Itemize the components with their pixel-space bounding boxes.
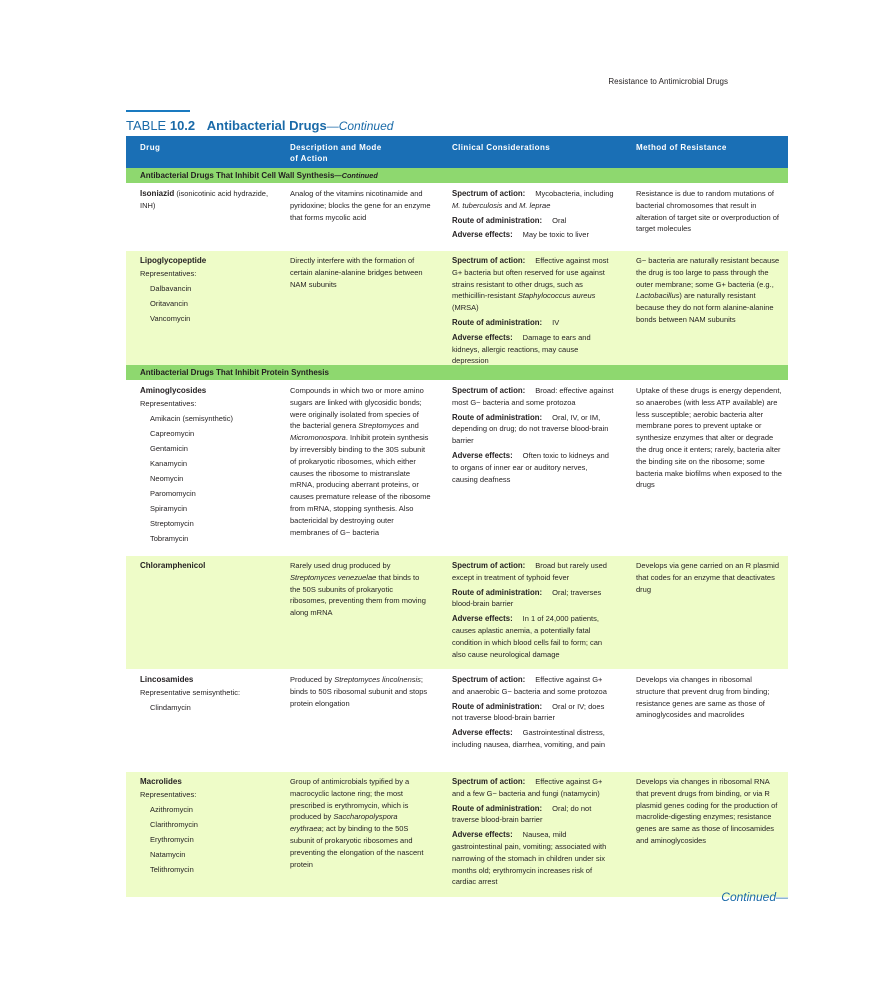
clinical: Spectrum of action: Effective against G+ and anaerobic G− bacteria and some protozoa Route of administration: Oral or IV; does not traverse blood-brain barrier Adverse effects: Gastrointestinal distress, including nausea, diarrhea, vomiting, and pain [452, 675, 607, 749]
table-header [126, 136, 788, 168]
resistance: Uptake of these drugs is energy dependent, so anaerobes (with less ATP available) are less susceptible; aerobic bacteria alter membrane pores to prevent uptake or synthesize enzymes that alter or degrade the drug once it enters; rarely, bacteria alter the binding site on the ribosome; some bacteria make biofilms when exposed to the drugs [636, 386, 782, 490]
clinical: Spectrum of action: Effective against G+ and a few G− bacteria and fungi (natamycin) Route of administration: Oral; do not traverse blood-brain barrier Adverse effects: Nausea, mild gastrointestinal pain, vomiting; associated with narrowing of the stomach in children under six months old; erythromycin increases risk of cardiac arrest [452, 777, 607, 887]
table-name: Antibacterial Drugs [206, 118, 327, 133]
description: Produced by Streptomyces lincolnensis; binds to 50S ribosomal subunit and stops protein elongation [290, 675, 428, 708]
clinical: Spectrum of action: Broad but rarely used except in treatment of typhoid fever Route of administration: Oral; traverses blood-brain barrier Adverse effects: In 1 of 24,000 patients, causes aplastic anemia, a potentially fatal condition in which blood cells fail to form; can also cause neurological damage [452, 561, 607, 659]
clinical: Spectrum of action: Broad: effective against most G− bacteria and some protozoa Route of administration: Oral, IV, or IM, depending on drug; do not traverse blood-brain barrier Adverse effects: Often toxic to kidneys and to organs of inner ear or auditory nerves, causing deafness [452, 386, 614, 484]
table-number: 10.2 [169, 118, 196, 133]
description: Group of antimicrobials typified by a macrocyclic lactone ring; the most prescribed is erythromycin, which is produced by Saccharopolyspora erythraea; act by binding to the 50S subunit of prokaryotic ribosomes and preventing the elongation of the nascent protein [290, 777, 424, 869]
resistance: Develops via gene carried on an R plasmid that codes for an enzyme that deactivates drug [636, 561, 779, 594]
description: Rarely used drug produced by Streptomyces venezuelae that binds to the 50S subunits of prokaryotic ribosomes, preventing them from moving along mRNA [290, 561, 426, 618]
running-head: Resistance to Antimicrobial Drugs [608, 77, 728, 86]
header-drug: Drug [140, 143, 161, 152]
table-row: Macrolides Representatives: Azithromycin Clarithromycin Erythromycin Natamycin Telithromycin Group of antimicrobials typified by a macrocyclic lactone ring; the most prescribed is erythromycin, which is produced by Saccharopolyspora erythraea; act by binding to the 50S subunit of prokaryotic ribosomes and preventing the elongation of the nascent protein Spectrum of action: Effective against G+ and a few G− bacteria and fungi (natamycin) Route of administration: Oral; do not traverse blood-brain barrier Adverse effects: Nausea, mild gastrointestinal pain, vomiting; associated with narrowing of the stomach in children under six months old; erythromycin increases risk of cardiac arrest Develops via changes in ribosomal RNA that prevent drugs from binding, or via R plasmid genes coding for the production of macrolide-digesting enzymes; resistance genes are same as those of lincosamides and aminoglycosides [126, 771, 788, 897]
section-protein: Antibacterial Drugs That Inhibit Protein Synthesis [126, 365, 788, 380]
description: Compounds in which two or more amino sugars are linked with glycosidic bonds; were originally isolated from species of the bacterial genera Streptomyces and Micromonospora. Inhibit protein synthesis by irreversibly binding to the 30S subunit of prokaryotic ribosomes, which either causes the ribosome to mistranslate mRNA, producing aberrant proteins, or causes premature release of the ribosome from mRNA, stopping synthesis. Also bactericidal by destroying outer membranes of G− bacteria [290, 386, 431, 537]
table-continued: —Continued [326, 119, 394, 133]
section-cell-wall: Antibacterial Drugs That Inhibit Cell Wall Synthesis—Continued [126, 168, 788, 183]
header-clinical: Clinical Considerations [452, 143, 551, 152]
resistance: Develops via changes in ribosomal RNA that prevent drugs from binding, or via R plasmid genes coding for the production of macrolide-digesting enzymes; resistance genes are same as those of lincosamides and aminoglycosides [636, 777, 778, 845]
table-row [126, 555, 788, 669]
drug-name: Lipoglycopeptide [140, 256, 207, 265]
drug-name: Macrolides [140, 777, 182, 786]
clinical: Spectrum of action: Mycobacteria, including M. tuberculosis and M. leprae Route of administration: Oral Adverse effects: May be toxic to liver [452, 189, 614, 240]
drug-name: Chloramphenicol [140, 561, 206, 570]
drug-name: Aminoglycosides [140, 386, 207, 395]
description: Analog of the vitamins nicotinamide and pyridoxine; blocks the gene for an enzyme that forms mycolic acid [290, 189, 431, 222]
drug-name: Isoniazid [140, 189, 175, 198]
header-resistance: Method of Resistance [636, 143, 727, 152]
table-row: Aminoglycosides Representatives: Amikacin (semisynthetic) Capreomycin Gentamicin Kanamycin Neomycin Paromomycin Spiramycin Streptomycin Tobramycin Compounds in which two or more amino sugars are linked with glycosidic bonds; were originally isolated from species of the bacterial genera Streptomyces and Micromonospora. Inhibit protein synthesis by irreversibly binding to the 30S subunit of prokaryotic ribosomes, which either causes the ribosome to mistranslate mRNA, producing aberrant proteins, or causes premature release of the ribosome from mRNA, stopping synthesis. Also bactericidal by destroying outer membranes of G− bacteria Spectrum of action: Broad: effective against most G− bacteria and some protozoa Route of administration: Oral, IV, or IM, depending on drug; do not traverse blood-brain barrier Adverse effects: Often toxic to kidneys and to organs of inner ear or auditory nerves, causing deafness Uptake of these drugs is energy dependent, so anaerobes (with less ATP available) are less susceptible; aerobic bacteria alter membrane pores to prevent uptake or synthesize enzymes that alter or degrade the drug once it enters; rarely, bacteria alter the binding site on the ribosome; some bacteria make biofilms when exposed to the drugs [126, 380, 788, 555]
table-title [126, 110, 788, 133]
continued-footer: Continued— [721, 890, 788, 904]
table-row: Isoniazid (isonicotinic acid hydrazide, INH) Analog of the vitamins nicotinamide and pyridoxine; blocks the gene for an enzyme that forms mycolic acid Spectrum of action: Mycobacteria, including M. tuberculosis and M. leprae Route of administration: Oral Adverse effects: May be toxic to liver Resistance is due to random mutations of bacterial chromosomes that result in alteration of target site or overproduction of target molecules [126, 183, 788, 250]
table-row: Lipoglycopeptide Representatives: Dalbavancin Oritavancin Vancomycin Directly interfere with the formation of certain alanine-alanine bridges between NAM subunits Spectrum of action: Effective against most G+ bacteria but often reserved for use against strains resistant to other drugs, such as methicillin-resistant Staphylococcus aureus (MRSA) Route of administration: IV Adverse effects: Damage to ears and kidneys, allergic reactions, may cause depression G− bacteria are naturally resistant because the drug is too large to pass through the outer membrane; some G+ bacteria (e.g., Lactobacillus) are naturally resistant because they do not form alanine-alanine bonds between NAM subunits [126, 250, 788, 365]
description: Directly interfere with the formation of certain alanine-alanine bridges between NAM subunits [290, 256, 423, 289]
drug-name: Lincosamides [140, 675, 194, 684]
title-rule [126, 110, 190, 112]
clinical: Spectrum of action: Effective against most G+ bacteria but often reserved for use against strains resistant to other drugs, such as methicillin-resistant Staphylococcus aureus (MRSA) Route of administration: IV Adverse effects: Damage to ears and kidneys, allergic reactions, may cause depression [452, 256, 609, 366]
resistance: Resistance is due to random mutations of bacterial chromosomes that result in alteration of target site or overproduction of target molecules [636, 189, 779, 234]
header-description: Description and Mode of Action [290, 143, 382, 163]
table-row: Lincosamides Representative semisynthetic: Clindamycin Produced by Streptomyces lincolnensis; binds to 50S ribosomal subunit and stops protein elongation Spectrum of action: Effective against G+ and anaerobic G− bacteria and some protozoa Route of administration: Oral or IV; does not traverse blood-brain barrier Adverse effects: Gastrointestinal distress, including nausea, diarrhea, vomiting, and pain Develops via changes in ribosomal structure that prevent drug from binding; resistance genes are same as those of aminoglycosides and macrolides [126, 669, 788, 771]
resistance: G− bacteria are naturally resistant because the drug is too large to pass through the outer membrane; some G+ bacteria (e.g., Lactobacillus) are naturally resistant because they do not form alanine-alanine bonds between NAM subunits [636, 256, 780, 324]
table-label: TABLE [126, 118, 167, 133]
resistance: Develops via changes in ribosomal structure that prevent drug from binding; resistance genes are same as those of aminoglycosides and macrolides [636, 675, 770, 720]
drug-table [126, 136, 788, 897]
